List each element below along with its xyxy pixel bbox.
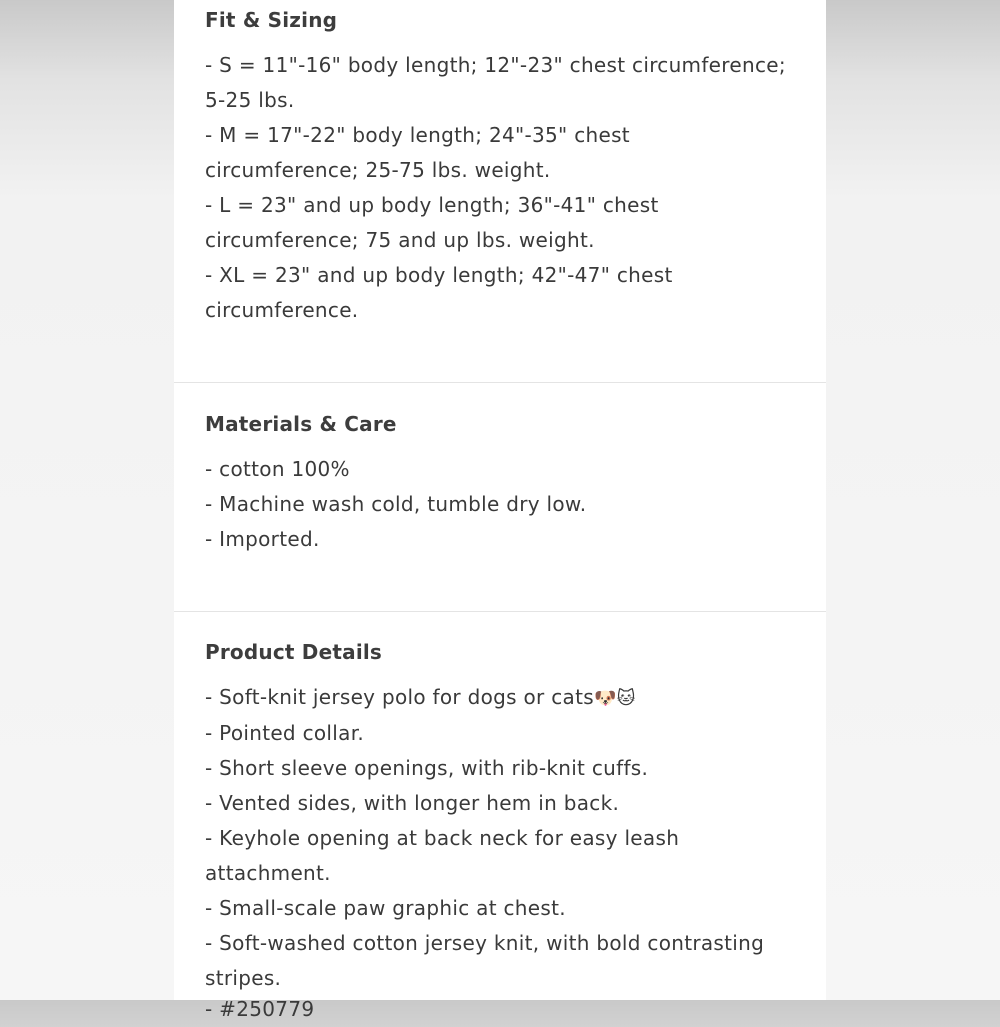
materials-care-line: - Imported. (205, 527, 320, 551)
fit-sizing-line: circumference. (205, 298, 359, 322)
section-divider (174, 382, 826, 383)
fit-sizing-line: - L = 23" and up body length; 36"-41" chest (205, 193, 659, 217)
product-details-line: - Small-scale paw graphic at chest. (205, 896, 566, 920)
materials-care-section (174, 412, 826, 557)
product-details-section (174, 640, 826, 996)
product-details-line: - Vented sides, with longer hem in back. (205, 791, 620, 815)
materials-care-title: Materials & Care (205, 412, 397, 436)
product-details-first-line-text: - Soft-knit jersey polo for dogs or cats (205, 685, 594, 709)
fit-sizing-line: - XL = 23" and up body length; 42"-47" chest (205, 263, 673, 287)
product-details-line: - Soft-washed cotton jersey knit, with bold contrasting (205, 931, 765, 955)
dog-cat-emoji-icon: 🐶🐱 (593, 688, 636, 709)
materials-care-line: - cotton 100% (205, 457, 350, 481)
fit-sizing-line: circumference; 75 and up lbs. weight. (205, 228, 595, 252)
fit-sizing-line: - S = 11"-16" body length; 12"-23" chest circumference; (205, 53, 786, 77)
product-details-cut-off-line: - #250779 (205, 997, 315, 1021)
fit-sizing-section (174, 8, 826, 328)
product-details-line: - Short sleeve openings, with rib-knit cuffs. (205, 756, 649, 780)
product-details-list (205, 680, 802, 996)
fit-sizing-line: circumference; 25-75 lbs. weight. (205, 158, 551, 182)
materials-care-line: - Machine wash cold, tumble dry low. (205, 492, 587, 516)
product-details-line (205, 680, 802, 716)
fit-sizing-line: 5-25 lbs. (205, 88, 295, 112)
product-details-line: - Pointed collar. (205, 721, 365, 745)
product-details-line: - Keyhole opening at back neck for easy leash (205, 826, 680, 850)
product-details-line: attachment. (205, 861, 331, 885)
fit-sizing-title: Fit & Sizing (205, 8, 338, 32)
materials-care-list (205, 452, 802, 557)
product-info-panel (174, 0, 826, 1021)
product-details-title: Product Details (205, 640, 383, 664)
product-details-line: stripes. (205, 966, 282, 990)
fit-sizing-line: - M = 17"-22" body length; 24"-35" chest (205, 123, 630, 147)
section-divider (174, 611, 826, 612)
fit-sizing-list (205, 48, 802, 328)
